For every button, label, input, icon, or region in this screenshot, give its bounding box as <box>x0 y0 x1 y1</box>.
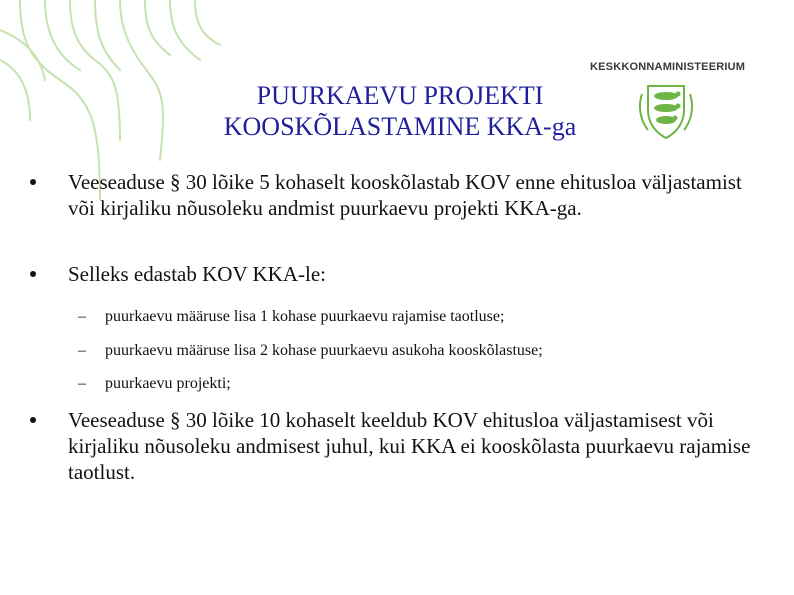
title-line-1: PUURKAEVU PROJEKTI <box>256 81 544 110</box>
bullet-text: Selleks edastab KOV KKA-le: <box>68 262 326 286</box>
title-line-2: KOOSKÕLASTAMINE KKA-ga <box>223 112 577 141</box>
dash-marker: – <box>78 308 86 325</box>
sub-list-item <box>78 374 231 394</box>
dash-marker: – <box>78 342 86 359</box>
bullet-dot-icon <box>30 179 36 185</box>
sub-list-item <box>78 307 505 327</box>
sub-item-text: puurkaevu määruse lisa 1 kohase puurkaevu rajamise taotluse; <box>105 308 505 325</box>
ministry-name: KESKKONNAMINISTEERIUM <box>590 61 746 73</box>
bullet-dot-icon <box>30 417 36 423</box>
bullet-dot-icon <box>30 271 36 277</box>
bullet-text: Veeseaduse § 30 lõike 10 kohaselt keeldub KOV ehitusloa väljastamisest või kirjaliku nõusoleku andmisest juhul, kui KKA ei kooskõlasta puurkaevu rajamise taotlust. <box>68 408 751 484</box>
dash-marker: – <box>78 375 86 392</box>
bullet-text: Veeseaduse § 30 lõike 5 kohaselt kooskõlastab KOV enne ehitusloa väljastamist või kirjaliku nõusoleku andmist puurkaevu projekti KKA-ga. <box>68 170 742 220</box>
sub-item-text: puurkaevu projekti; <box>105 375 231 392</box>
bullet-item <box>68 169 758 221</box>
sub-item-text: puurkaevu määruse lisa 2 kohase puurkaevu asukoha kooskõlastuse; <box>105 342 543 359</box>
sub-list-item <box>78 341 543 361</box>
bullet-item <box>68 407 758 485</box>
bullet-item <box>68 261 758 287</box>
